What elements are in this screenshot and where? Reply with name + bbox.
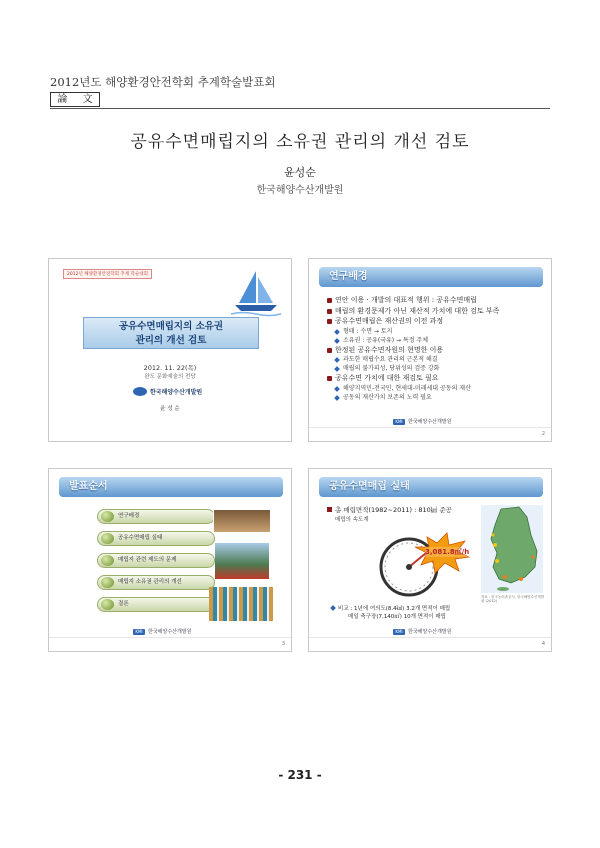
slide-footer-rule	[309, 427, 551, 428]
outline-item-label: 연구배경	[118, 513, 140, 519]
paper-title: 공유수면매립지의 소유권 관리의 개선 검토	[130, 132, 470, 152]
outline-item-label: 매립지 소유권 관리의 개선	[118, 579, 182, 585]
bullet-icon	[101, 533, 114, 544]
bullet-icon	[330, 605, 336, 611]
sub-bullet-item: 해양지역민-전국민, 현세대-미래세대 공동의 재산	[327, 384, 499, 393]
slide-title	[48, 258, 292, 442]
comparison-note-1-text: 비교 : 1년에 여의도(8.4㎢) 3.2개 면적이 매립	[338, 606, 451, 612]
outline-item	[97, 531, 215, 546]
slide-heading: 발표순서	[59, 477, 283, 497]
bullet-item: 한정된 공유수면자원의 현명한 이용	[327, 345, 499, 356]
slide-page-number: 4	[541, 641, 545, 647]
paper-author: 윤성순	[284, 166, 316, 179]
photo-thumbnail	[209, 587, 273, 621]
bullet-icon	[327, 507, 332, 512]
outline-item-label: 결론	[118, 601, 129, 607]
bullet-icon	[101, 577, 114, 588]
slide-page-number: 2	[541, 431, 545, 437]
comparison-note-1	[331, 605, 450, 613]
header-rule	[50, 108, 550, 109]
outline-item-label: 매립지 관련 제도의 문제	[118, 557, 177, 563]
speedometer-icon	[369, 527, 489, 597]
sub-bullet-item: 형태 : 수면 → 토지	[327, 327, 499, 336]
outline-item	[97, 575, 215, 590]
photo-thumbnail	[215, 543, 269, 579]
slide-footer-logo	[393, 628, 451, 635]
footer-logo-text: 한국해양수산개발원	[408, 419, 452, 425]
slide-footer-logo	[393, 418, 451, 425]
bullet-icon	[101, 511, 114, 522]
footer-logo-text: 한국해양수산개발원	[408, 629, 452, 635]
sub-bullet-item: 공동의 재산가치 보존의 노력 필요	[327, 393, 499, 402]
bullet-icon	[101, 555, 114, 566]
slide-reclamation-status	[308, 468, 552, 652]
comparison-note-2: 매일 축구장(7,140㎡) 10개 면적이 매립	[348, 614, 446, 620]
outline-item	[97, 553, 215, 568]
total-area-value: 총 매립면적(1982~2011) : 810㎢ 준공	[335, 506, 452, 514]
footer-logo-text: 한국해양수산개발원	[148, 629, 192, 635]
sub-bullet-item: 소유권 : 공유(국유) → 특정 주체	[327, 336, 499, 345]
bullet-item: 연안 이용 · 개발의 대표적 행위 : 공유수면매립	[327, 295, 499, 306]
paper-affiliation: 한국해양수산개발원	[256, 185, 344, 196]
conference-header: 2012년도 해양환경안전학회 추계학술발표회	[50, 75, 276, 89]
kmi-logo	[133, 387, 202, 396]
kmi-logo-icon: KMI	[393, 419, 405, 425]
slide-date: 2012. 11. 22(목)	[143, 364, 197, 372]
conference-tag: 2012년 해양환경안전학회 추계 학술대회	[63, 269, 152, 279]
slide-page-number: 3	[281, 641, 285, 647]
outline-item	[97, 509, 215, 524]
bullet-icon	[101, 599, 114, 610]
slide-outline	[48, 468, 292, 652]
slide-title-box	[83, 317, 259, 349]
outline-item-label: 공유수면매립 실태	[118, 535, 163, 541]
kmi-logo-icon: KMI	[133, 629, 145, 635]
bullet-list	[327, 295, 499, 402]
kmi-logo-icon	[133, 387, 147, 396]
slide-presenter: 윤 성 순	[160, 406, 180, 412]
slide-heading: 연구배경	[319, 267, 543, 287]
page-number: - 231 -	[278, 768, 322, 782]
bullet-item: 공유수면 가치에 대한 재검토 필요	[327, 373, 499, 384]
slide-title-line1: 공유수면매립지의 소유권	[118, 321, 224, 332]
slide-footer-rule	[49, 637, 291, 638]
sub-bullet-item: 매립의 불가피성, 당위성의 검증 강화	[327, 364, 499, 373]
bullet-item: 공유수면매립은 재산권의 이전 과정	[327, 316, 499, 327]
korea-map-icon	[481, 505, 543, 593]
slide-title-line2: 관리의 개선 검토	[135, 335, 207, 346]
outline-item	[97, 597, 215, 612]
bullet-item: 매립의 환경문제가 아닌 재산적 가치에 대한 검토 부족	[327, 306, 499, 317]
sub-bullet-item: 과도한 매립수요 관리의 근본적 해결	[327, 355, 499, 364]
kmi-logo-text: 한국해양수산개발원	[150, 389, 203, 396]
slide-footer-logo	[133, 628, 191, 635]
slide-heading: 공유수면매립 실태	[319, 477, 543, 497]
photo-thumbnail	[213, 509, 271, 533]
comparison-notes	[331, 605, 450, 621]
map-caption: 자료 : 한국농어촌공사, 한국해양수산개발원 (2012)	[481, 595, 545, 603]
speed-label: 매립의 속도계	[335, 517, 369, 523]
total-area-text	[327, 505, 452, 514]
slide-venue: 완도 문화예술의 전당	[144, 374, 196, 380]
slide-background	[308, 258, 552, 442]
kmi-logo-icon: KMI	[393, 629, 405, 635]
slide-footer-rule	[309, 637, 551, 638]
sailboat-icon	[229, 267, 283, 317]
speed-value: 3,081.8㎡/h	[425, 548, 470, 556]
paper-type-label: 論 文	[50, 92, 100, 107]
